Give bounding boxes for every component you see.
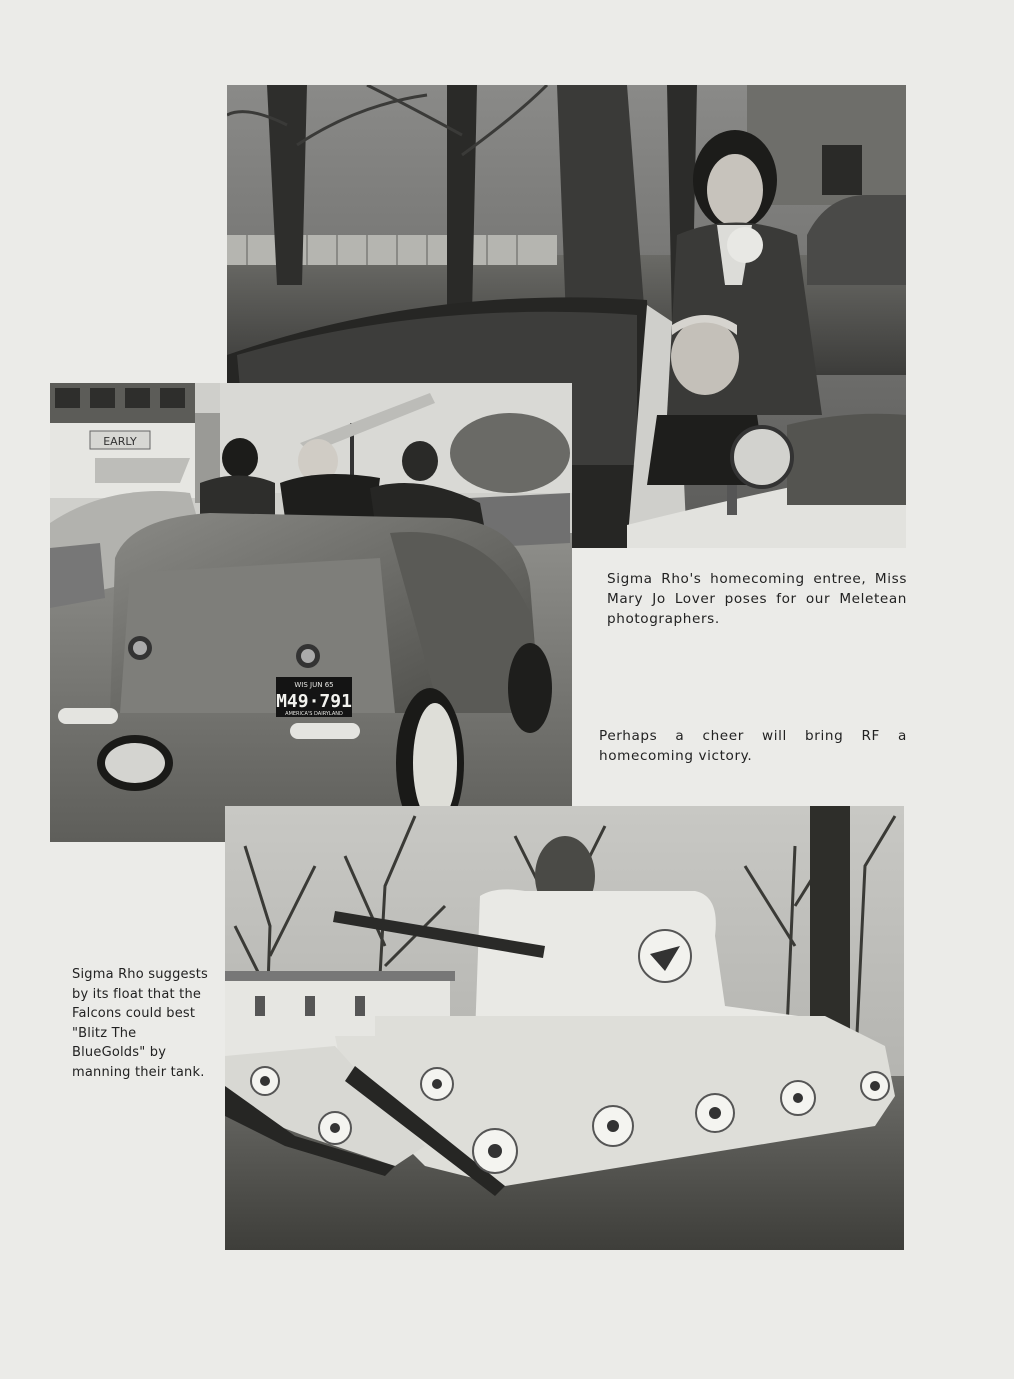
caption-homecoming-queen: Sigma Rho's homecoming entree, Miss Mary Jo Lover poses for our Meletean photographers. — [607, 571, 907, 627]
caption-roadster-cheer: Perhaps a cheer will bring RF a homecoming victory. — [599, 728, 907, 764]
license-plate-number-text: M49·791 — [276, 691, 352, 712]
license-plate-top-text: WIS JUN 65 — [294, 681, 334, 689]
photo-tank-float — [225, 806, 904, 1250]
photo-tank-float-image — [225, 806, 904, 1250]
caption-tank-float: Sigma Rho suggests by its float that the Falcons could best "Blitz The BlueGolds" by manning their tank. — [72, 967, 208, 1080]
photo-roadster-image — [50, 383, 572, 842]
photo-roadster — [50, 383, 572, 842]
license-plate-bottom-text: AMERICA'S DAIRYLAND — [285, 711, 343, 717]
storefront-sign-text: EARLY — [103, 435, 137, 448]
